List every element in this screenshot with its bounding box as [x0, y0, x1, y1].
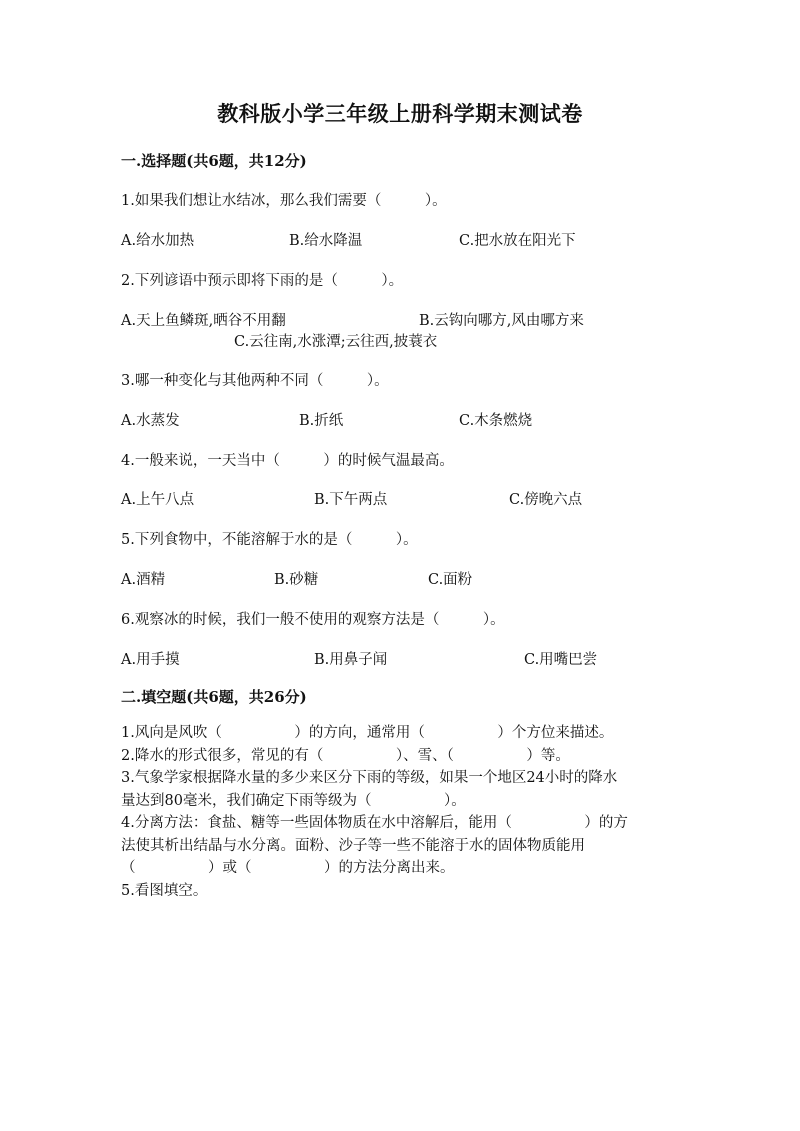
option-a: A.给水加热: [121, 233, 195, 249]
section-heading-fill: 二.填空题(共6题，共26分): [121, 688, 307, 706]
fill-line: 法使其析出结晶与水分离。面粉、沙子等一些不能溶于水的固体物质能用: [121, 837, 585, 854]
option-a: A.酒精: [121, 572, 166, 588]
question-stem: 1.如果我们想让水结冰，那么我们需要（ ）。: [121, 193, 447, 209]
fill-blank-block: [121, 722, 681, 902]
option-a: A.用手摸: [121, 652, 180, 668]
option-c: C.傍晚六点: [509, 492, 583, 508]
section-heading-choice: 一.选择题(共6题，共12分): [121, 152, 307, 170]
option-c: C.木条燃烧: [459, 413, 533, 429]
question-stem: 2.下列谚语中预示即将下雨的是（ ）。: [121, 273, 404, 289]
option-c: C.云往南,水涨潭;云往西,披蓑衣: [234, 334, 438, 350]
question-stem: 5.下列食物中，不能溶解于水的是（ ）。: [121, 532, 418, 548]
fill-line: 4.分离方法：食盐、糖等一些固体物质在水中溶解后，能用（ ）的方: [121, 815, 628, 831]
question-stem: 3.哪一种变化与其他两种不同（ ）。: [121, 373, 389, 389]
fill-line: 3.气象学家根据降水量的多少来区分下雨的等级，如果一个地区24小时的降水: [121, 770, 618, 786]
option-a: A.水蒸发: [121, 413, 180, 429]
option-c: C.用嘴巴尝: [524, 652, 598, 668]
option-b: B.用鼻子闻: [314, 652, 388, 668]
option-b: B.下午两点: [314, 492, 388, 508]
option-a: A.上午八点: [121, 492, 195, 508]
fill-line: 2.降水的形式很多，常见的有（ ）、雪、（ ）等。: [121, 747, 570, 764]
fill-line: 1.风向是风吹（ ）的方向，通常用（ ）个方位来描述。: [121, 725, 614, 741]
option-a: A.天上鱼鳞斑,晒谷不用翻: [121, 313, 286, 329]
fill-line: 量达到80毫米，我们确定下雨等级为（ ）。: [121, 792, 466, 809]
option-b: B.云钩向哪方,风由哪方来: [419, 313, 584, 329]
option-b: B.给水降温: [289, 233, 363, 249]
fill-line: （ ）或（ ）的方法分离出来。: [121, 860, 455, 876]
question-stem: 4.一般来说，一天当中（ ）的时候气温最高。: [121, 453, 454, 469]
option-c: C.面粉: [428, 572, 473, 588]
option-c: C.把水放在阳光下: [459, 233, 576, 249]
fill-line: 5.看图填空。: [121, 882, 208, 899]
question-stem: 6.观察冰的时候，我们一般不使用的观察方法是（ ）。: [121, 612, 505, 628]
option-b: B.折纸: [299, 413, 344, 429]
option-b: B.砂糖: [274, 572, 319, 588]
page-title: 教科版小学三年级上册科学期末测试卷: [217, 101, 583, 126]
